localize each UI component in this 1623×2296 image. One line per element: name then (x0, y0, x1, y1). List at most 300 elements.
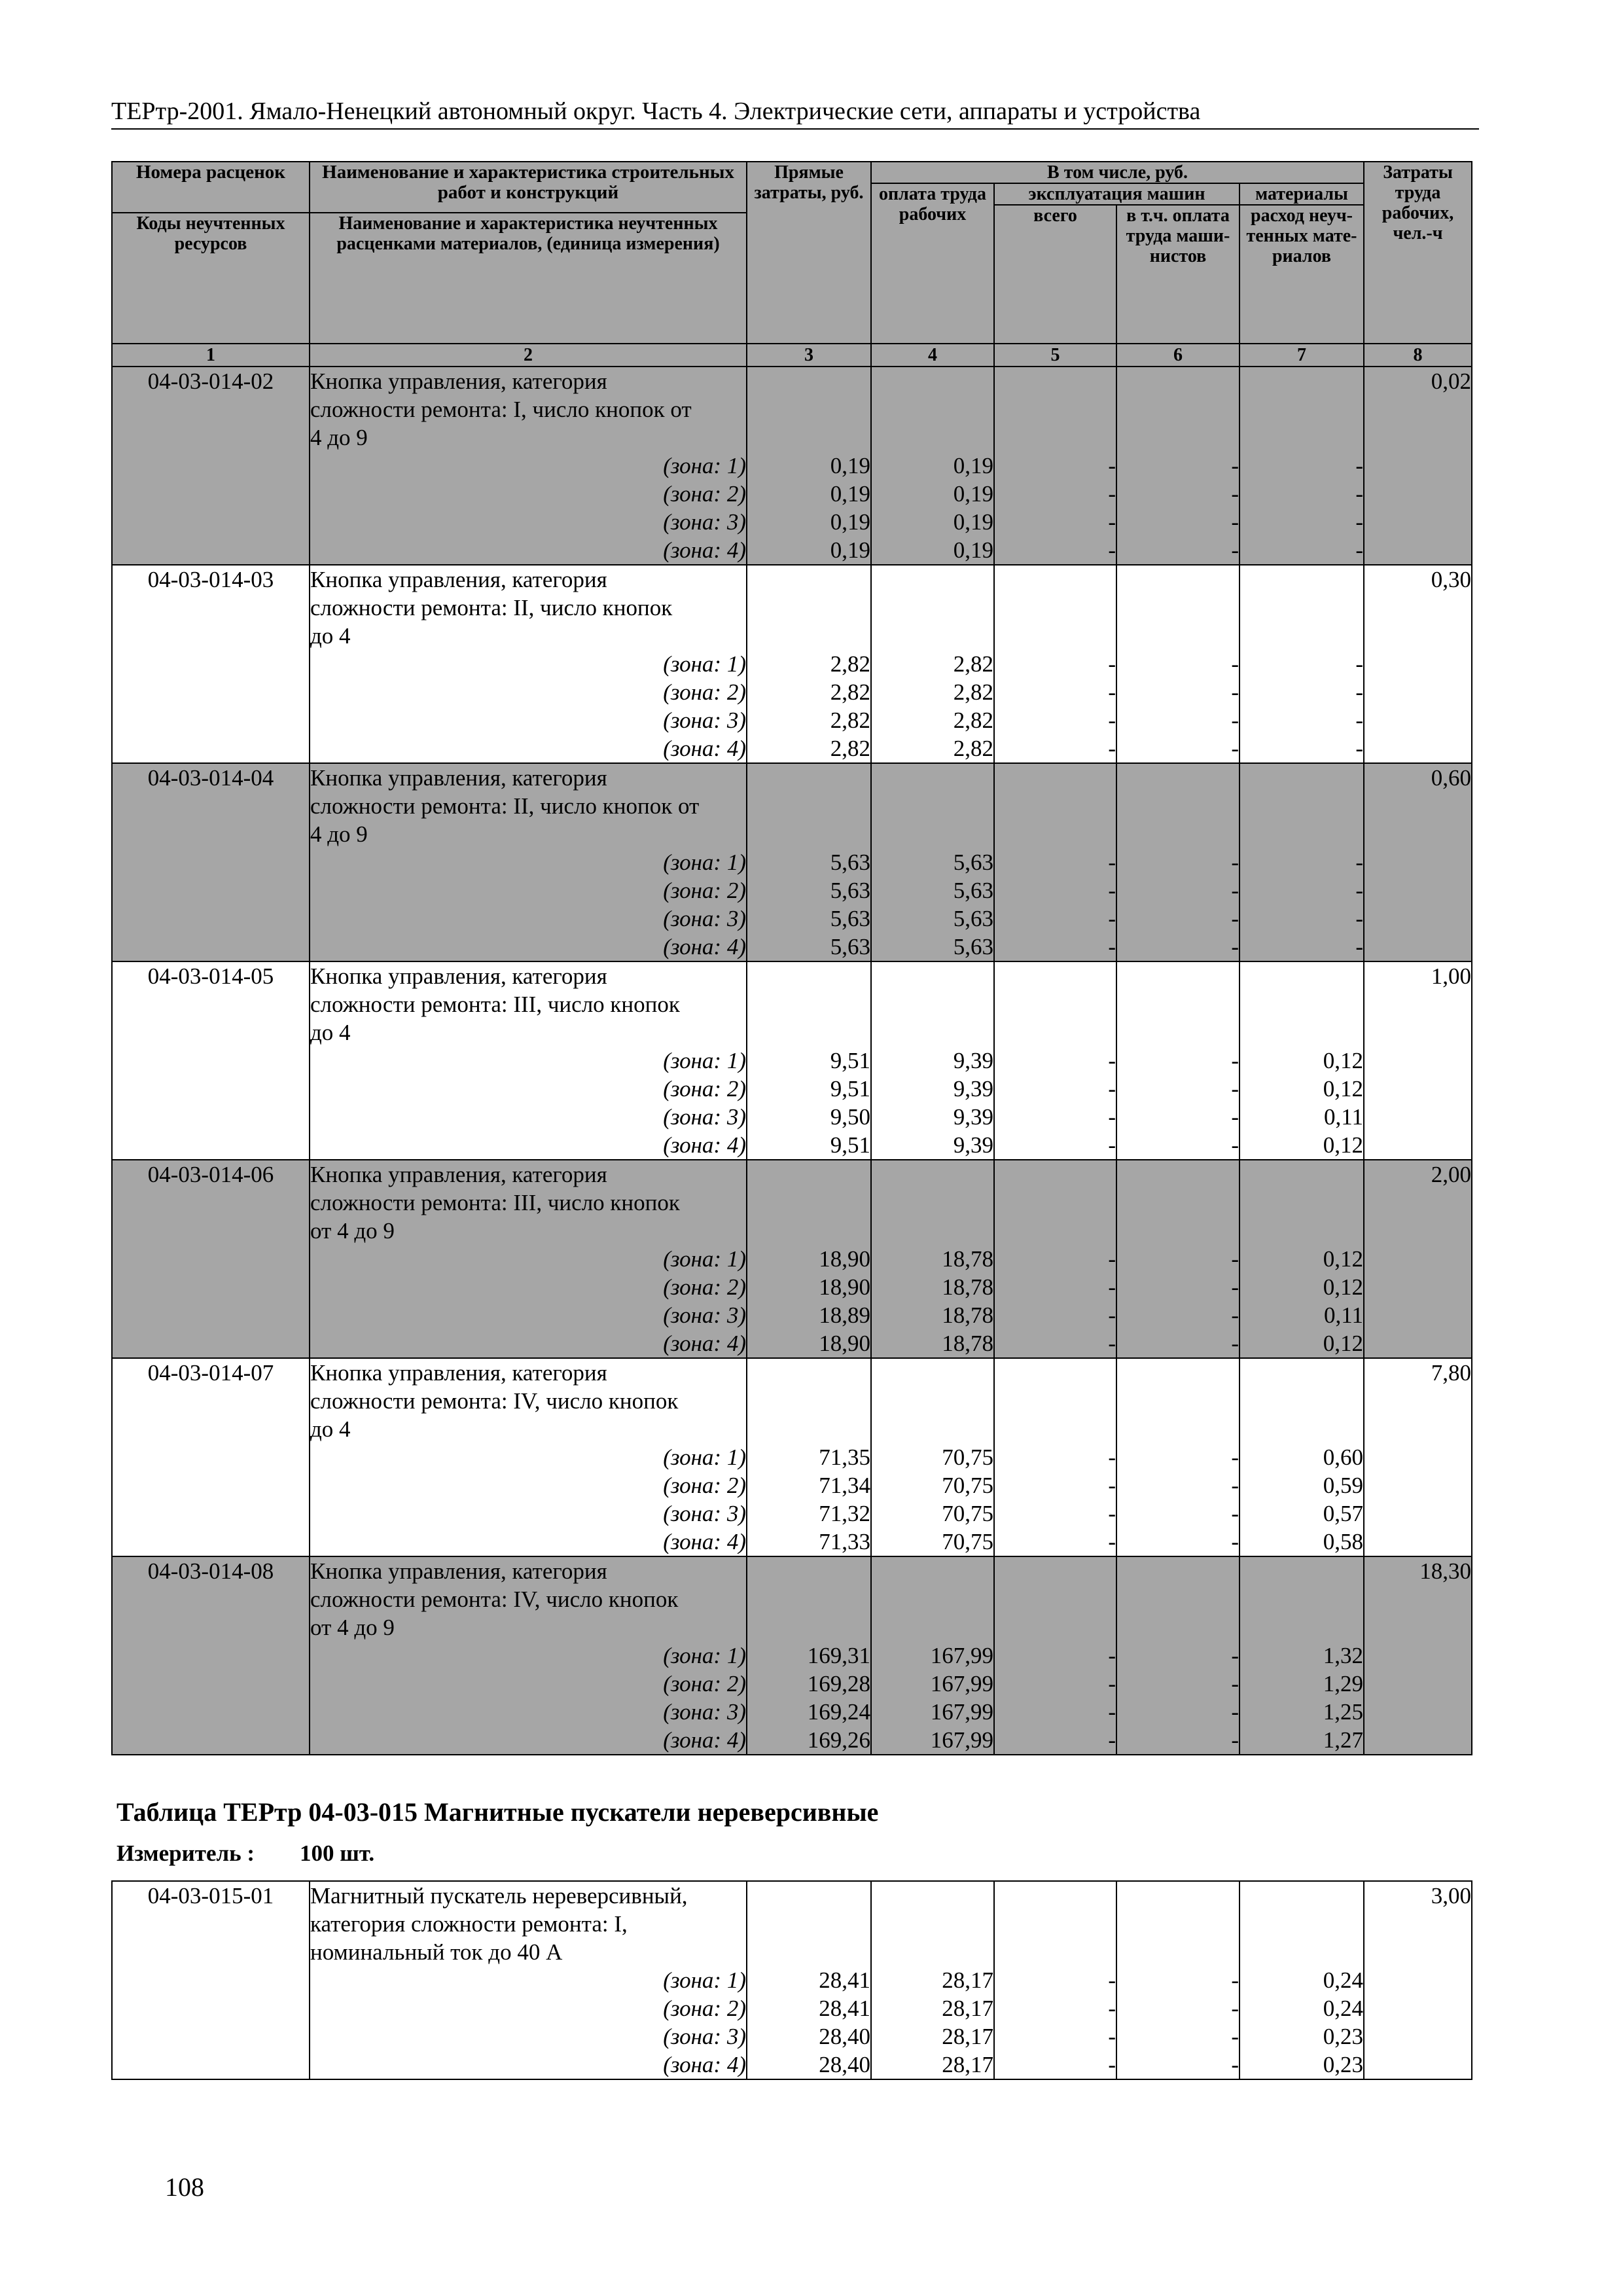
rate-name: Кнопка управления, категория (310, 367, 747, 395)
rate-name: Кнопка управления, категория (310, 565, 747, 594)
zone-label: (зона: 2) (310, 1471, 747, 1499)
zone-label: (зона: 3) (310, 706, 747, 734)
empty-cell (994, 367, 1116, 395)
rate-block (112, 763, 1472, 961)
labor-pay: 167,99 (871, 1698, 994, 1726)
rate-code: 04-03-014-06 (112, 1160, 310, 1189)
empty-cell (747, 1556, 871, 1585)
rate-name-line (112, 622, 1472, 650)
labor-pay: 18,78 (871, 1329, 994, 1358)
rate-name: до 4 (310, 1415, 747, 1443)
empty-cell (1364, 1217, 1472, 1245)
direct-costs: 5,63 (747, 848, 871, 876)
col-work-name: Наименование и характеристика строительных работ и конструкций (310, 162, 747, 213)
zone-label: (зона: 3) (310, 2022, 747, 2051)
empty-cell (112, 1189, 310, 1217)
empty-cell (112, 1528, 310, 1556)
empty-cell (994, 1160, 1116, 1189)
zone-row (112, 1301, 1472, 1329)
empty-cell (1364, 1499, 1472, 1528)
empty-cell (112, 1018, 310, 1047)
rate-name-line (112, 990, 1472, 1018)
zone-label: (зона: 4) (310, 1329, 747, 1358)
empty-cell (747, 1018, 871, 1047)
materials-value: - (1240, 650, 1364, 678)
empty-cell (994, 594, 1116, 622)
empty-cell (1364, 1131, 1472, 1160)
empty-cell (994, 1881, 1116, 1910)
machinist-pay: - (1116, 1245, 1240, 1273)
rate-name: категория сложности ремонта: I, (310, 1910, 747, 1938)
empty-cell (747, 1613, 871, 1641)
zone-label: (зона: 4) (310, 2051, 747, 2079)
direct-costs: 2,82 (747, 734, 871, 763)
materials-value: 0,12 (1240, 1131, 1364, 1160)
zone-label: (зона: 4) (310, 933, 747, 961)
empty-cell (1364, 1966, 1472, 1994)
empty-cell (871, 1018, 994, 1047)
empty-cell (871, 792, 994, 820)
empty-cell (1116, 961, 1240, 990)
empty-cell (747, 395, 871, 423)
empty-cell (994, 1613, 1116, 1641)
machinist-pay: - (1116, 706, 1240, 734)
col-labor-costs: Затраты труда рабочих, чел.-ч (1364, 162, 1472, 344)
rate-name-line (112, 1910, 1472, 1938)
labor-pay: 167,99 (871, 1670, 994, 1698)
empty-cell (994, 1415, 1116, 1443)
empty-cell (1116, 423, 1240, 452)
empty-cell (1364, 1938, 1472, 1966)
empty-cell (1364, 678, 1472, 706)
table-title: Таблица ТЕРтр 04-03-015 Магнитные пускатели нереверсивные (116, 1797, 879, 1827)
empty-cell (112, 1471, 310, 1499)
labor-pay: 0,19 (871, 508, 994, 536)
empty-cell (747, 1387, 871, 1415)
empty-cell (994, 961, 1116, 990)
zone-row (112, 706, 1472, 734)
zone-row (112, 1273, 1472, 1301)
direct-costs: 71,35 (747, 1443, 871, 1471)
machinist-pay: - (1116, 1966, 1240, 1994)
machine-total: - (994, 1966, 1116, 1994)
rate-block (112, 961, 1472, 1160)
empty-cell (747, 1160, 871, 1189)
machine-total: - (994, 848, 1116, 876)
empty-cell (1364, 1670, 1472, 1698)
empty-cell (1116, 1938, 1240, 1966)
rate-name: сложности ремонта: IV, число кнопок (310, 1585, 747, 1613)
empty-cell (1364, 1726, 1472, 1755)
empty-cell (112, 594, 310, 622)
direct-costs: 169,24 (747, 1698, 871, 1726)
empty-cell (112, 990, 310, 1018)
rate-name: сложности ремонта: III, число кнопок (310, 990, 747, 1018)
machinist-pay: - (1116, 2051, 1240, 2079)
rate-name-line (112, 820, 1472, 848)
labor-hours: 2,00 (1364, 1160, 1472, 1189)
empty-cell (994, 1217, 1116, 1245)
zone-row (112, 1726, 1472, 1755)
machinist-pay: - (1116, 480, 1240, 508)
empty-cell (1364, 1103, 1472, 1131)
empty-cell (994, 622, 1116, 650)
empty-cell (1116, 792, 1240, 820)
empty-cell (994, 1387, 1116, 1415)
empty-cell (1240, 1358, 1364, 1387)
empty-cell (871, 961, 994, 990)
col-num: 5 (994, 344, 1116, 367)
empty-cell (871, 565, 994, 594)
empty-cell (112, 1938, 310, 1966)
empty-cell (747, 594, 871, 622)
rates-table-015 (111, 1880, 1472, 2080)
measure-line (116, 1840, 374, 1867)
machinist-pay: - (1116, 848, 1240, 876)
labor-pay: 9,39 (871, 1075, 994, 1103)
empty-cell (871, 1585, 994, 1613)
rate-code: 04-03-014-07 (112, 1358, 310, 1387)
machine-total: - (994, 1443, 1116, 1471)
direct-costs: 18,90 (747, 1329, 871, 1358)
rate-name: от 4 до 9 (310, 1613, 747, 1641)
machinist-pay: - (1116, 1670, 1240, 1698)
measure-value: 100 шт. (300, 1840, 375, 1866)
labor-pay: 70,75 (871, 1471, 994, 1499)
materials-value: 1,32 (1240, 1641, 1364, 1670)
zone-label: (зона: 2) (310, 1075, 747, 1103)
rate-name-line (112, 594, 1472, 622)
machinist-pay: - (1116, 905, 1240, 933)
empty-cell (1364, 1329, 1472, 1358)
zone-label: (зона: 4) (310, 734, 747, 763)
empty-cell (1364, 905, 1472, 933)
empty-cell (871, 1358, 994, 1387)
materials-value: - (1240, 536, 1364, 565)
machine-total: - (994, 2022, 1116, 2051)
col-num: 3 (747, 344, 871, 367)
empty-cell (871, 1415, 994, 1443)
machine-total: - (994, 1670, 1116, 1698)
machinist-pay: - (1116, 1075, 1240, 1103)
empty-cell (112, 678, 310, 706)
rate-name: Кнопка управления, категория (310, 763, 747, 792)
zone-label: (зона: 4) (310, 1726, 747, 1755)
empty-cell (1116, 1189, 1240, 1217)
machinist-pay: - (1116, 734, 1240, 763)
direct-costs: 28,41 (747, 1966, 871, 1994)
empty-cell (112, 734, 310, 763)
zone-row (112, 1528, 1472, 1556)
rate-name: до 4 (310, 1018, 747, 1047)
zone-label: (зона: 3) (310, 1698, 747, 1726)
direct-costs: 71,33 (747, 1528, 871, 1556)
materials-value: - (1240, 848, 1364, 876)
labor-pay: 2,82 (871, 734, 994, 763)
rate-code: 04-03-014-05 (112, 961, 310, 990)
col-resource-codes: Коды неучтенных ресурсов (112, 213, 310, 344)
empty-cell (1116, 1358, 1240, 1387)
col-num: 1 (112, 344, 310, 367)
empty-cell (112, 2022, 310, 2051)
empty-cell (1364, 1273, 1472, 1301)
machine-total: - (994, 1047, 1116, 1075)
rate-name: Кнопка управления, категория (310, 1358, 747, 1387)
labor-pay: 28,17 (871, 1994, 994, 2022)
rate-name-line (112, 792, 1472, 820)
empty-cell (1240, 1910, 1364, 1938)
empty-cell (1364, 1018, 1472, 1047)
empty-cell (994, 820, 1116, 848)
empty-cell (112, 1726, 310, 1755)
empty-cell (871, 763, 994, 792)
labor-pay: 0,19 (871, 480, 994, 508)
rate-block (112, 1881, 1472, 2079)
empty-cell (112, 1443, 310, 1471)
col-labor-pay: оплата труда рабочих (871, 183, 994, 344)
labor-pay: 18,78 (871, 1245, 994, 1273)
empty-cell (1364, 594, 1472, 622)
empty-cell (1116, 990, 1240, 1018)
empty-cell (112, 1698, 310, 1726)
zone-row (112, 905, 1472, 933)
empty-cell (1364, 734, 1472, 763)
empty-cell (1364, 1075, 1472, 1103)
labor-hours: 0,02 (1364, 367, 1472, 395)
labor-hours: 1,00 (1364, 961, 1472, 990)
empty-cell (112, 706, 310, 734)
rate-name: Магнитный пускатель нереверсивный, (310, 1881, 747, 1910)
empty-cell (1116, 1160, 1240, 1189)
machinist-pay: - (1116, 452, 1240, 480)
direct-costs: 5,63 (747, 905, 871, 933)
empty-cell (871, 423, 994, 452)
zone-row (112, 1103, 1472, 1131)
col-rate-numbers: Номера расценок (112, 162, 310, 213)
empty-cell (747, 961, 871, 990)
rate-block (112, 1160, 1472, 1358)
empty-cell (1364, 1189, 1472, 1217)
zone-row (112, 1047, 1472, 1075)
empty-cell (1240, 594, 1364, 622)
rate-name: сложности ремонта: III, число кнопок (310, 1189, 747, 1217)
zone-row (112, 2022, 1472, 2051)
empty-cell (871, 1910, 994, 1938)
rate-name-line (112, 1415, 1472, 1443)
rate-name: сложности ремонта: IV, число кнопок (310, 1387, 747, 1415)
empty-cell (871, 622, 994, 650)
labor-pay: 70,75 (871, 1443, 994, 1471)
machine-total: - (994, 1301, 1116, 1329)
zone-label: (зона: 3) (310, 905, 747, 933)
rate-block (112, 565, 1472, 763)
labor-pay: 2,82 (871, 650, 994, 678)
empty-cell (1116, 395, 1240, 423)
empty-cell (1240, 763, 1364, 792)
machinist-pay: - (1116, 650, 1240, 678)
col-unaccounted-materials: расход неуч-тенных мате-риалов (1240, 205, 1364, 344)
direct-costs: 5,63 (747, 876, 871, 905)
empty-cell (112, 1910, 310, 1938)
zone-label: (зона: 2) (310, 876, 747, 905)
empty-cell (1364, 1528, 1472, 1556)
empty-cell (1364, 1994, 1472, 2022)
labor-hours: 18,30 (1364, 1556, 1472, 1585)
empty-cell (112, 1301, 310, 1329)
rate-code: 04-03-014-02 (112, 367, 310, 395)
direct-costs: 2,82 (747, 650, 871, 678)
rate-name: Кнопка управления, категория (310, 1556, 747, 1585)
materials-value: 0,23 (1240, 2051, 1364, 2079)
labor-pay: 28,17 (871, 2022, 994, 2051)
labor-pay: 5,63 (871, 876, 994, 905)
empty-cell (1116, 594, 1240, 622)
empty-cell (1364, 423, 1472, 452)
empty-cell (112, 650, 310, 678)
materials-value: 0,12 (1240, 1047, 1364, 1075)
machinist-pay: - (1116, 1443, 1240, 1471)
empty-cell (1240, 820, 1364, 848)
empty-cell (1116, 1881, 1240, 1910)
empty-cell (112, 622, 310, 650)
direct-costs: 2,82 (747, 678, 871, 706)
empty-cell (994, 1585, 1116, 1613)
machine-total: - (994, 734, 1116, 763)
empty-cell (994, 1938, 1116, 1966)
rate-name-line (112, 1938, 1472, 1966)
column-numbers-row (112, 344, 1472, 367)
zone-row (112, 650, 1472, 678)
labor-pay: 18,78 (871, 1301, 994, 1329)
materials-value: - (1240, 734, 1364, 763)
materials-value: 0,12 (1240, 1245, 1364, 1273)
rate-name: от 4 до 9 (310, 1217, 747, 1245)
empty-cell (1116, 1387, 1240, 1415)
direct-costs: 28,40 (747, 2051, 871, 2079)
col-num: 6 (1116, 344, 1240, 367)
materials-value: 0,24 (1240, 1994, 1364, 2022)
col-direct-costs: Прямые затраты, руб. (747, 162, 871, 344)
labor-pay: 5,63 (871, 848, 994, 876)
machine-total: - (994, 1499, 1116, 1528)
empty-cell (747, 763, 871, 792)
rate-code: 04-03-014-04 (112, 763, 310, 792)
empty-cell (112, 905, 310, 933)
labor-hours: 3,00 (1364, 1881, 1472, 1910)
empty-cell (994, 1556, 1116, 1585)
machinist-pay: - (1116, 2022, 1240, 2051)
machine-total: - (994, 933, 1116, 961)
rate-name: сложности ремонта: I, число кнопок от (310, 395, 747, 423)
empty-cell (1116, 820, 1240, 848)
rate-name: до 4 (310, 622, 747, 650)
empty-cell (1116, 1613, 1240, 1641)
zone-row (112, 1994, 1472, 2022)
rate-name: Кнопка управления, категория (310, 961, 747, 990)
empty-cell (1116, 1217, 1240, 1245)
machine-total: - (994, 1245, 1116, 1273)
direct-costs: 9,51 (747, 1047, 871, 1075)
zone-label: (зона: 3) (310, 1499, 747, 1528)
rate-name: номинальный ток до 40 А (310, 1938, 747, 1966)
empty-cell (994, 565, 1116, 594)
zone-row (112, 1245, 1472, 1273)
materials-value: 1,27 (1240, 1726, 1364, 1755)
empty-cell (1240, 1415, 1364, 1443)
machinist-pay: - (1116, 1471, 1240, 1499)
empty-cell (1116, 763, 1240, 792)
zone-row (112, 1471, 1472, 1499)
empty-cell (747, 1217, 871, 1245)
zone-row (112, 1641, 1472, 1670)
empty-cell (112, 2051, 310, 2079)
direct-costs: 0,19 (747, 452, 871, 480)
empty-cell (1240, 792, 1364, 820)
empty-cell (1364, 820, 1472, 848)
machinist-pay: - (1116, 1726, 1240, 1755)
machinist-pay: - (1116, 508, 1240, 536)
rate-name-line (112, 1585, 1472, 1613)
empty-cell (871, 1387, 994, 1415)
materials-value: - (1240, 508, 1364, 536)
empty-cell (871, 990, 994, 1018)
rate-name: 4 до 9 (310, 820, 747, 848)
direct-costs: 18,90 (747, 1245, 871, 1273)
machine-total: - (994, 1329, 1116, 1358)
zone-row (112, 876, 1472, 905)
labor-pay: 0,19 (871, 452, 994, 480)
direct-costs: 169,31 (747, 1641, 871, 1670)
empty-cell (1116, 1556, 1240, 1585)
empty-cell (1240, 1387, 1364, 1415)
empty-cell (747, 990, 871, 1018)
empty-cell (747, 622, 871, 650)
empty-cell (1364, 1471, 1472, 1499)
rate-name: 4 до 9 (310, 423, 747, 452)
zone-row (112, 1075, 1472, 1103)
zone-label: (зона: 1) (310, 1047, 747, 1075)
empty-cell (1364, 1585, 1472, 1613)
empty-cell (994, 990, 1116, 1018)
labor-pay: 28,17 (871, 2051, 994, 2079)
rates-table-014 (111, 161, 1472, 1755)
machine-total: - (994, 480, 1116, 508)
machine-total: - (994, 1994, 1116, 2022)
direct-costs: 169,26 (747, 1726, 871, 1755)
materials-value: 0,12 (1240, 1075, 1364, 1103)
machine-total: - (994, 1641, 1116, 1670)
zone-row (112, 734, 1472, 763)
direct-costs: 71,34 (747, 1471, 871, 1499)
empty-cell (994, 1018, 1116, 1047)
machinist-pay: - (1116, 1641, 1240, 1670)
empty-cell (1240, 1613, 1364, 1641)
machine-total: - (994, 678, 1116, 706)
materials-value: - (1240, 876, 1364, 905)
col-num: 4 (871, 344, 994, 367)
empty-cell (747, 1415, 871, 1443)
machinist-pay: - (1116, 876, 1240, 905)
empty-cell (1364, 2051, 1472, 2079)
zone-label: (зона: 2) (310, 1994, 747, 2022)
direct-costs: 2,82 (747, 706, 871, 734)
empty-cell (112, 508, 310, 536)
empty-cell (994, 395, 1116, 423)
empty-cell (112, 395, 310, 423)
machinist-pay: - (1116, 1047, 1240, 1075)
machine-total: - (994, 1698, 1116, 1726)
machine-total: - (994, 2051, 1116, 2079)
